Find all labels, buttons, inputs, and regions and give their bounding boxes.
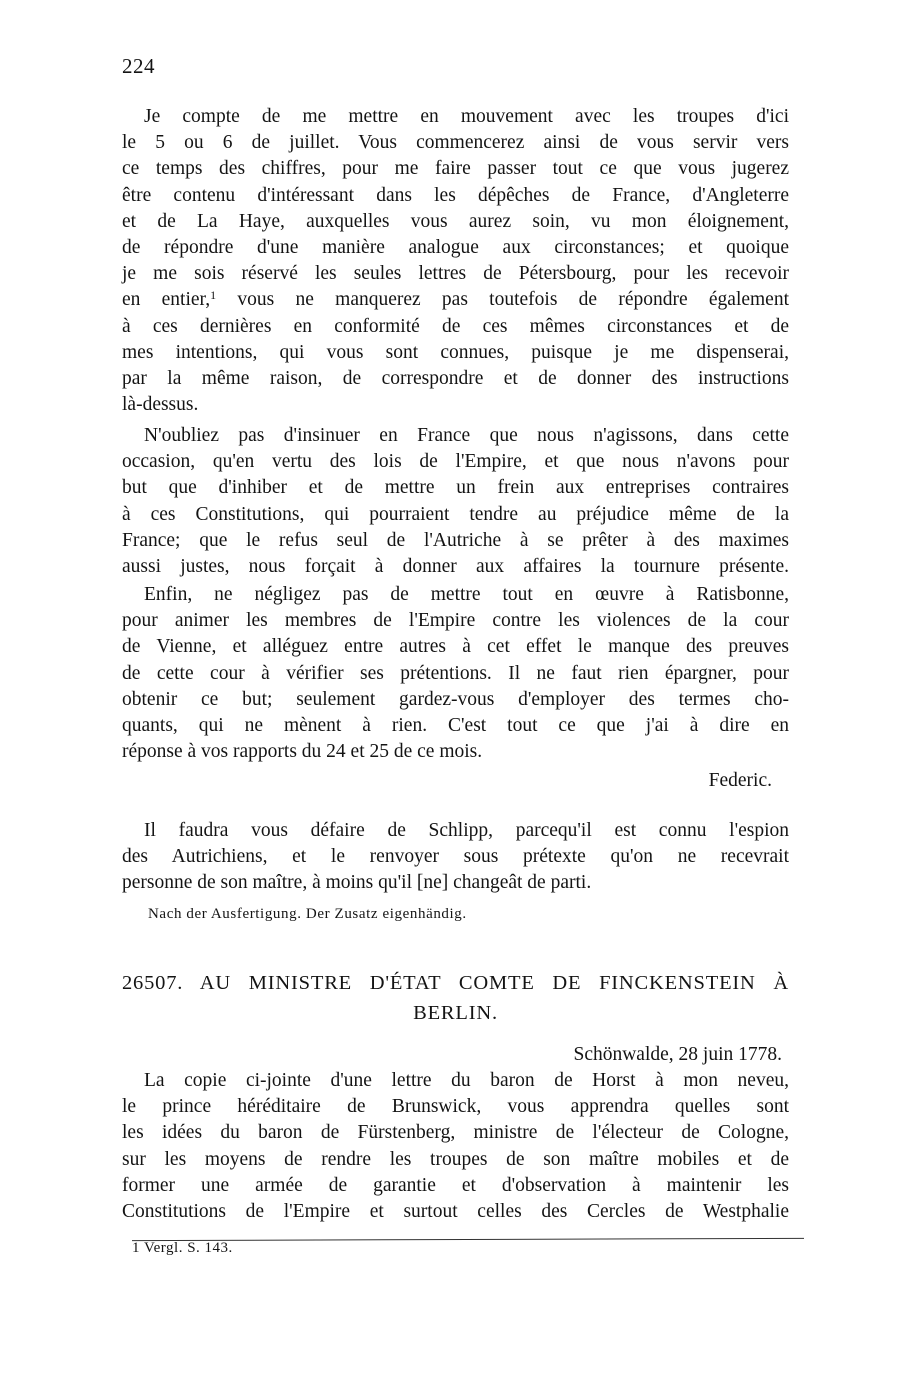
text-line: Je compte de me mettre en mouvement avec les troupes d'ici [144,106,789,127]
footnote: 1 Vergl. S. 143. [132,1240,233,1256]
text-line: de cette cour à vérifier ses prétentions. Il ne faut rien épargner, pour [122,662,789,684]
text-line: par la même raison, de correspondre et de donner des instructions [122,367,789,389]
letter-1-paragraph-3 [122,582,789,765]
text-line-with-footnote [122,287,789,313]
text-line: Constitutions de l'Empire et surtout celles des Cercles de Westphalie [122,1200,789,1222]
text-line: le 5 ou 6 de juillet. Vous commencerez ainsi de vous servir vers [122,132,789,154]
text-line: quants, qui ne mènent à rien. C'est tout ce que j'ai à dire en [122,714,789,736]
heading-line: BERLIN. [413,1002,498,1024]
text-line: pour animer les membres de l'Empire contre les violences de la cour [122,610,789,632]
letter-1-paragraph-1 [122,104,789,418]
text-line: France; que le refus seul de l'Autriche à se prêter à des maximes [122,529,789,551]
text-line: aussi justes, nous forçait à donner aux affaires la tournure présente. [122,555,789,577]
text-line: Il faudra vous défaire de Schlipp, parcequ'il est connu l'espion [144,820,789,841]
text-line: le prince héréditaire de Brunswick, vous apprendra quelles sont [122,1096,789,1118]
letter-2-paragraph-1 [122,1068,789,1225]
text-line: but que d'inhiber et de mettre un frein aux entreprises contraires [122,477,789,499]
text-line: là-dessus. [122,394,199,416]
signature: Federic. [708,770,772,791]
page-number: 224 [122,54,155,78]
text-line: former une armée de garantie et d'observation à maintenir les [122,1174,789,1196]
letter-1-paragraph-2 [122,423,789,580]
text-fragment: vous ne manquerez pas toutefois de répondre également [237,289,790,311]
text-line: être contenu d'intéressant dans les dépêches de France, d'Angleterre [122,184,789,206]
text-line: à ces Constitutions, qui pourraient tendre au préjudice même de la [122,503,789,525]
text-line: mes intentions, qui vous sont connues, puisque je me dispenserai, [122,341,789,363]
dateline: Schönwalde, 28 juin 1778. [573,1044,782,1065]
text-line: les idées du baron de Fürstenberg, ministre de l'électeur de Cologne, [122,1122,789,1144]
text-line: réponse à vos rapports du 24 et 25 de ce mois. [122,741,483,763]
text-line: à ces dernières en conformité de ces mêmes circonstances et de [122,315,789,337]
footnote-marker: 1 [210,288,217,303]
text-line: ce temps des chiffres, pour me faire passer tout ce que vous jugerez [122,158,789,180]
text-line: sur les moyens de rendre les troupes de son maître mobiles et de [122,1148,789,1170]
text-line: Enfin, ne négligez pas de mettre tout en œuvre à Ratisbonne, [144,584,789,605]
text-line: des Autrichiens, et le renvoyer sous prétexte qu'on ne recevrait [122,846,789,868]
text-line: N'oubliez pas d'insinuer en France que nous n'agissons, dans cette [144,425,789,446]
text-line: La copie ci-jointe d'une lettre du baron de Horst à mon neveu, [144,1070,789,1091]
source-note: Nach der Ausfertigung. Der Zusatz eigenhändig. [148,906,467,922]
text-line: occasion, qu'en vertu des lois de l'Empire, et que nous n'avons pour [122,451,789,473]
text-fragment: en entier, [122,289,211,311]
text-line: personne de son maître, à moins qu'il [ne] changeât de parti. [122,872,592,894]
text-line: de répondre d'une manière analogue aux circonstances; et quoique [122,236,789,258]
heading-line: 26507. AU MINISTRE D'ÉTAT COMTE DE FINCKENSTEIN À [122,972,789,994]
footnote-divider [132,1238,804,1241]
postscript [122,818,789,897]
text-line: obtenir ce but; seulement gardez-vous d'employer des termes cho- [122,688,789,710]
text-line: je me sois réservé les seules lettres de Pétersbourg, pour les recevoir [122,263,789,285]
text-line: de Vienne, et alléguez entre autres à cet effet le manque des preuves [122,636,789,658]
letter-heading [122,968,789,1028]
text-line: et de La Haye, auxquelles vous aurez soin, vu mon éloignement, [122,210,789,232]
